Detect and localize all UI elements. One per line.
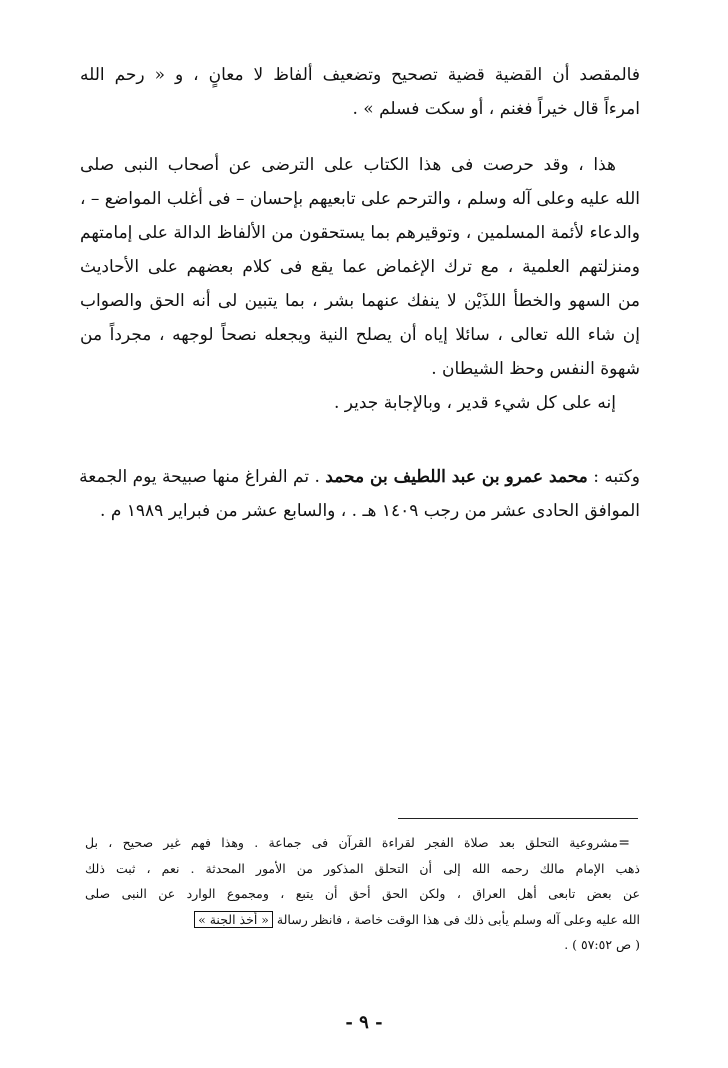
footnote-line-3: عن بعض تابعى أهل العراق ، ولكن الحق أحق أن يتبع ، ومجموع الوارد عن النبى صلى	[85, 886, 640, 901]
book-title-box: « أخذ الجنة »	[194, 911, 273, 928]
footnote-divider	[398, 818, 638, 819]
footnote-line-1: مشروعية التحلق بعد صلاة الفجر لقراءة القرآن فى جماعة . وهذا فهم غير صحيح ، بل	[85, 835, 618, 850]
paragraph-2-line-6: إن شاء الله تعالى ، سائلا إياه أن يصلح النية ويجعله نصحاً لوجهه ، مجرداً من	[80, 325, 640, 345]
paragraph-2-line-2: الله عليه وعلى آله وسلم ، والترحم على تابعيهم بإحسان – فى أغلب المواضع – ،	[80, 189, 640, 209]
footnote	[85, 830, 640, 958]
paragraph-2	[80, 148, 640, 420]
author-name: محمد عمرو بن عبد اللطيف بن محمد	[325, 467, 588, 487]
footnote-line-2: ذهب الإمام مالك رحمه الله إلى أن التحلق المذكور من الأمور المحدثة . نعم ، ثبت ذلك	[85, 860, 640, 876]
paragraph-1-line-2: امرءاً قال خيراً فغنم ، أو سكت فسلم » .	[352, 99, 640, 119]
paragraph-2-line-4: ومنزلتهم العلمية ، مع ترك الإغماض عما يقع فى كلام بعضهم على الأحاديث	[80, 257, 640, 277]
footnote-line-4	[85, 907, 640, 933]
signature-block	[80, 460, 640, 528]
footnote-continuation-marker: =	[618, 835, 630, 851]
paragraph-2-line-3: والدعاء لأئمة المسلمين ، وتوقيرهم بما يستحقون من الألفاظ الدالة على إمامتهم	[80, 223, 640, 243]
paragraph-2-line-5: من السهو والخطأ اللذَيْن لا ينفك عنهما بشر ، بما يتبين لى أنه الحق والصواب	[80, 291, 640, 311]
footnote-line-5: ( ص ٥٧:٥٢ ) .	[564, 937, 640, 952]
signature-suffix: . تم الفراغ منها صبيحة يوم الجمعة	[79, 467, 320, 487]
signature-line-2: الموافق الحادى عشر من رجب ١٤٠٩ هـ . ، والسابع عشر من فبراير ١٩٨٩ م .	[100, 501, 640, 521]
signature-line-1	[80, 460, 640, 494]
paragraph-2-line-7: شهوة النفس وحظ الشيطان .	[431, 359, 640, 379]
paragraph-2-line-1: هذا ، وقد حرصت فى هذا الكتاب على الترضى عن أصحاب النبى صلى	[80, 155, 616, 175]
signature-prefix: وكتبه :	[593, 467, 640, 487]
paragraph-1	[80, 58, 640, 126]
footnote-line-4-text: الله عليه وعلى آله وسلم يأبى ذلك فى هذا الوقت خاصة ، فانظر رسالة	[276, 911, 640, 927]
paragraph-3: إنه على كل شيء قدير ، وبالإجابة جدير .	[333, 393, 616, 413]
page-number: - ٩ -	[345, 1012, 383, 1033]
paragraph-1-line-1: فالمقصد أن القضية قضية تصحيح وتضعيف ألفاظ لا معانٍ ، و « رحم الله	[80, 65, 640, 85]
